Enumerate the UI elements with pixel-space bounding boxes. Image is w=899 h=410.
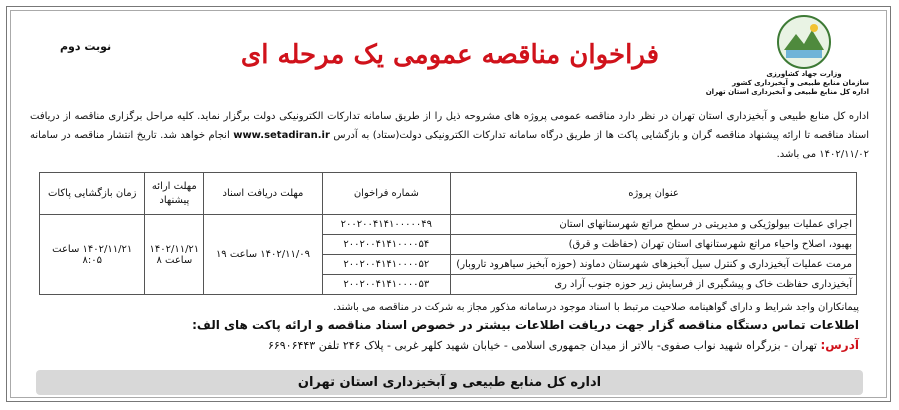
intro-text-end: انجام خواهد شد. تاریخ انتشار مناقصه در سامانه ۱۴۰۲/۱۱/۰۲ می باشد. bbox=[30, 130, 869, 160]
col-header-bid-deadline: مهلت ارائه پیشنهاد bbox=[145, 173, 204, 215]
bid-deadline-cell bbox=[145, 215, 204, 295]
opening-date: ۱۴۰۲/۱۱/۲۱ ساعت bbox=[52, 243, 133, 255]
page-title: فراخوان مناقصه عمومی یک مرحله ای bbox=[240, 40, 660, 70]
doc-deadline-cell: ۱۴۰۲/۱۱/۰۹ ساعت ۱۹ bbox=[204, 215, 322, 295]
opening-time: ۸:۰۵ bbox=[82, 254, 102, 266]
logo-line-1: وزارت جهاد کشاورزی bbox=[766, 70, 842, 78]
project-title-cell: بهبود، اصلاح واحیاء مراتع شهرستانهای استان تهران (حفاظت و قرق) bbox=[451, 235, 857, 255]
col-header-number: شماره فراخوان bbox=[322, 173, 450, 215]
eligibility-note: پیمانکاران واجد شرایط و دارای گواهینامه صلاحیت مرتبط با اسناد موجود درسامانه مذکور مجاز به شرکت در مناقصه می باشند. bbox=[333, 302, 859, 313]
project-title-cell: اجرای عملیات بیولوژیکی و مدیریتی در سطح مراتع شهرستانهای استان bbox=[451, 215, 857, 235]
address-label: آدرس: bbox=[820, 338, 859, 352]
tender-number-cell: ۲۰۰۲۰۰۴۱۴۱۰۰۰۰۵۴ bbox=[322, 235, 450, 255]
table-row bbox=[40, 215, 857, 235]
emblem-icon bbox=[776, 14, 832, 70]
tender-number-cell: ۲۰۰۲۰۰۴۱۴۱۰۰۰۰۰۴۹ bbox=[322, 215, 450, 235]
ministry-logo bbox=[705, 14, 869, 104]
projects-table bbox=[39, 172, 857, 295]
bid-deadline-time: ساعت ۸ bbox=[156, 254, 193, 266]
setad-link[interactable]: www.setadiran.ir bbox=[233, 130, 330, 141]
contact-heading: اطلاعات تماس دستگاه مناقصه گزار جهت دریافت اطلاعات بیشتر در خصوص اسناد مناقصه و ارائه پاکت های الف: bbox=[192, 318, 859, 332]
intro-text: اداره کل منابع طبیعی و آبخیزداری استان تهران در نظر دارد مناقصه عمومی پروژه های مشروحه ذیل را از طریق سامانه تدارکات الکترونیکی دولت برگزار نماید. کلیه مراحل برگزاری مناقصه از دریافت اسناد مناقصه تا ارائه پیشنهاد مناقصه گران و بازگشایی پاکت ها از طریق درگاه سامانه تدارکات الکترونیکی دولت(ستاد) به آدرس bbox=[30, 111, 869, 141]
project-title-cell: مرمت عملیات آبخیزداری و کنترل سیل آبخیزهای شهرستان دماوند (حوزه آبخیز سیاهرود تاروبار) bbox=[451, 255, 857, 275]
tender-number-cell: ۲۰۰۲۰۰۴۱۴۱۰۰۰۰۵۲ bbox=[322, 255, 450, 275]
tender-number-cell: ۲۰۰۲۰۰۴۱۴۱۰۰۰۰۵۳ bbox=[322, 275, 450, 295]
table-header-row bbox=[40, 173, 857, 215]
organization-footer: اداره کل منابع طبیعی و آبخیزداری استان تهران bbox=[36, 370, 863, 395]
bid-deadline-date: ۱۴۰۲/۱۱/۲۱ bbox=[149, 243, 200, 255]
round-label: نوبت دوم bbox=[60, 40, 112, 53]
logo-line-2: سازمان منابع طبیعی و آبخیزداری کشور bbox=[732, 79, 869, 87]
address-line bbox=[268, 338, 859, 352]
opening-time-cell bbox=[40, 215, 145, 295]
logo-line-3: اداره کل منابع طبیعی و آبخیزداری استان تهران bbox=[705, 88, 869, 96]
col-header-opening: زمان بازگشایی پاکات bbox=[40, 173, 145, 215]
intro-paragraph bbox=[30, 107, 869, 164]
address-text: تهران - بزرگراه شهید نواب صفوی- بالاتر از میدان جمهوری اسلامی - خیابان شهید کلهر غربی - پلاک ۲۴۶ تلفن ۶۶۹۰۶۴۴۳ bbox=[267, 339, 817, 352]
col-header-project: عنوان پروژه bbox=[451, 173, 857, 215]
col-header-doc-deadline: مهلت دریافت اسناد bbox=[204, 173, 322, 215]
project-title-cell: آبخیزداری حفاظت خاک و پیشگیری از فرسایش زیر حوزه جنوب آراد ری bbox=[451, 275, 857, 295]
